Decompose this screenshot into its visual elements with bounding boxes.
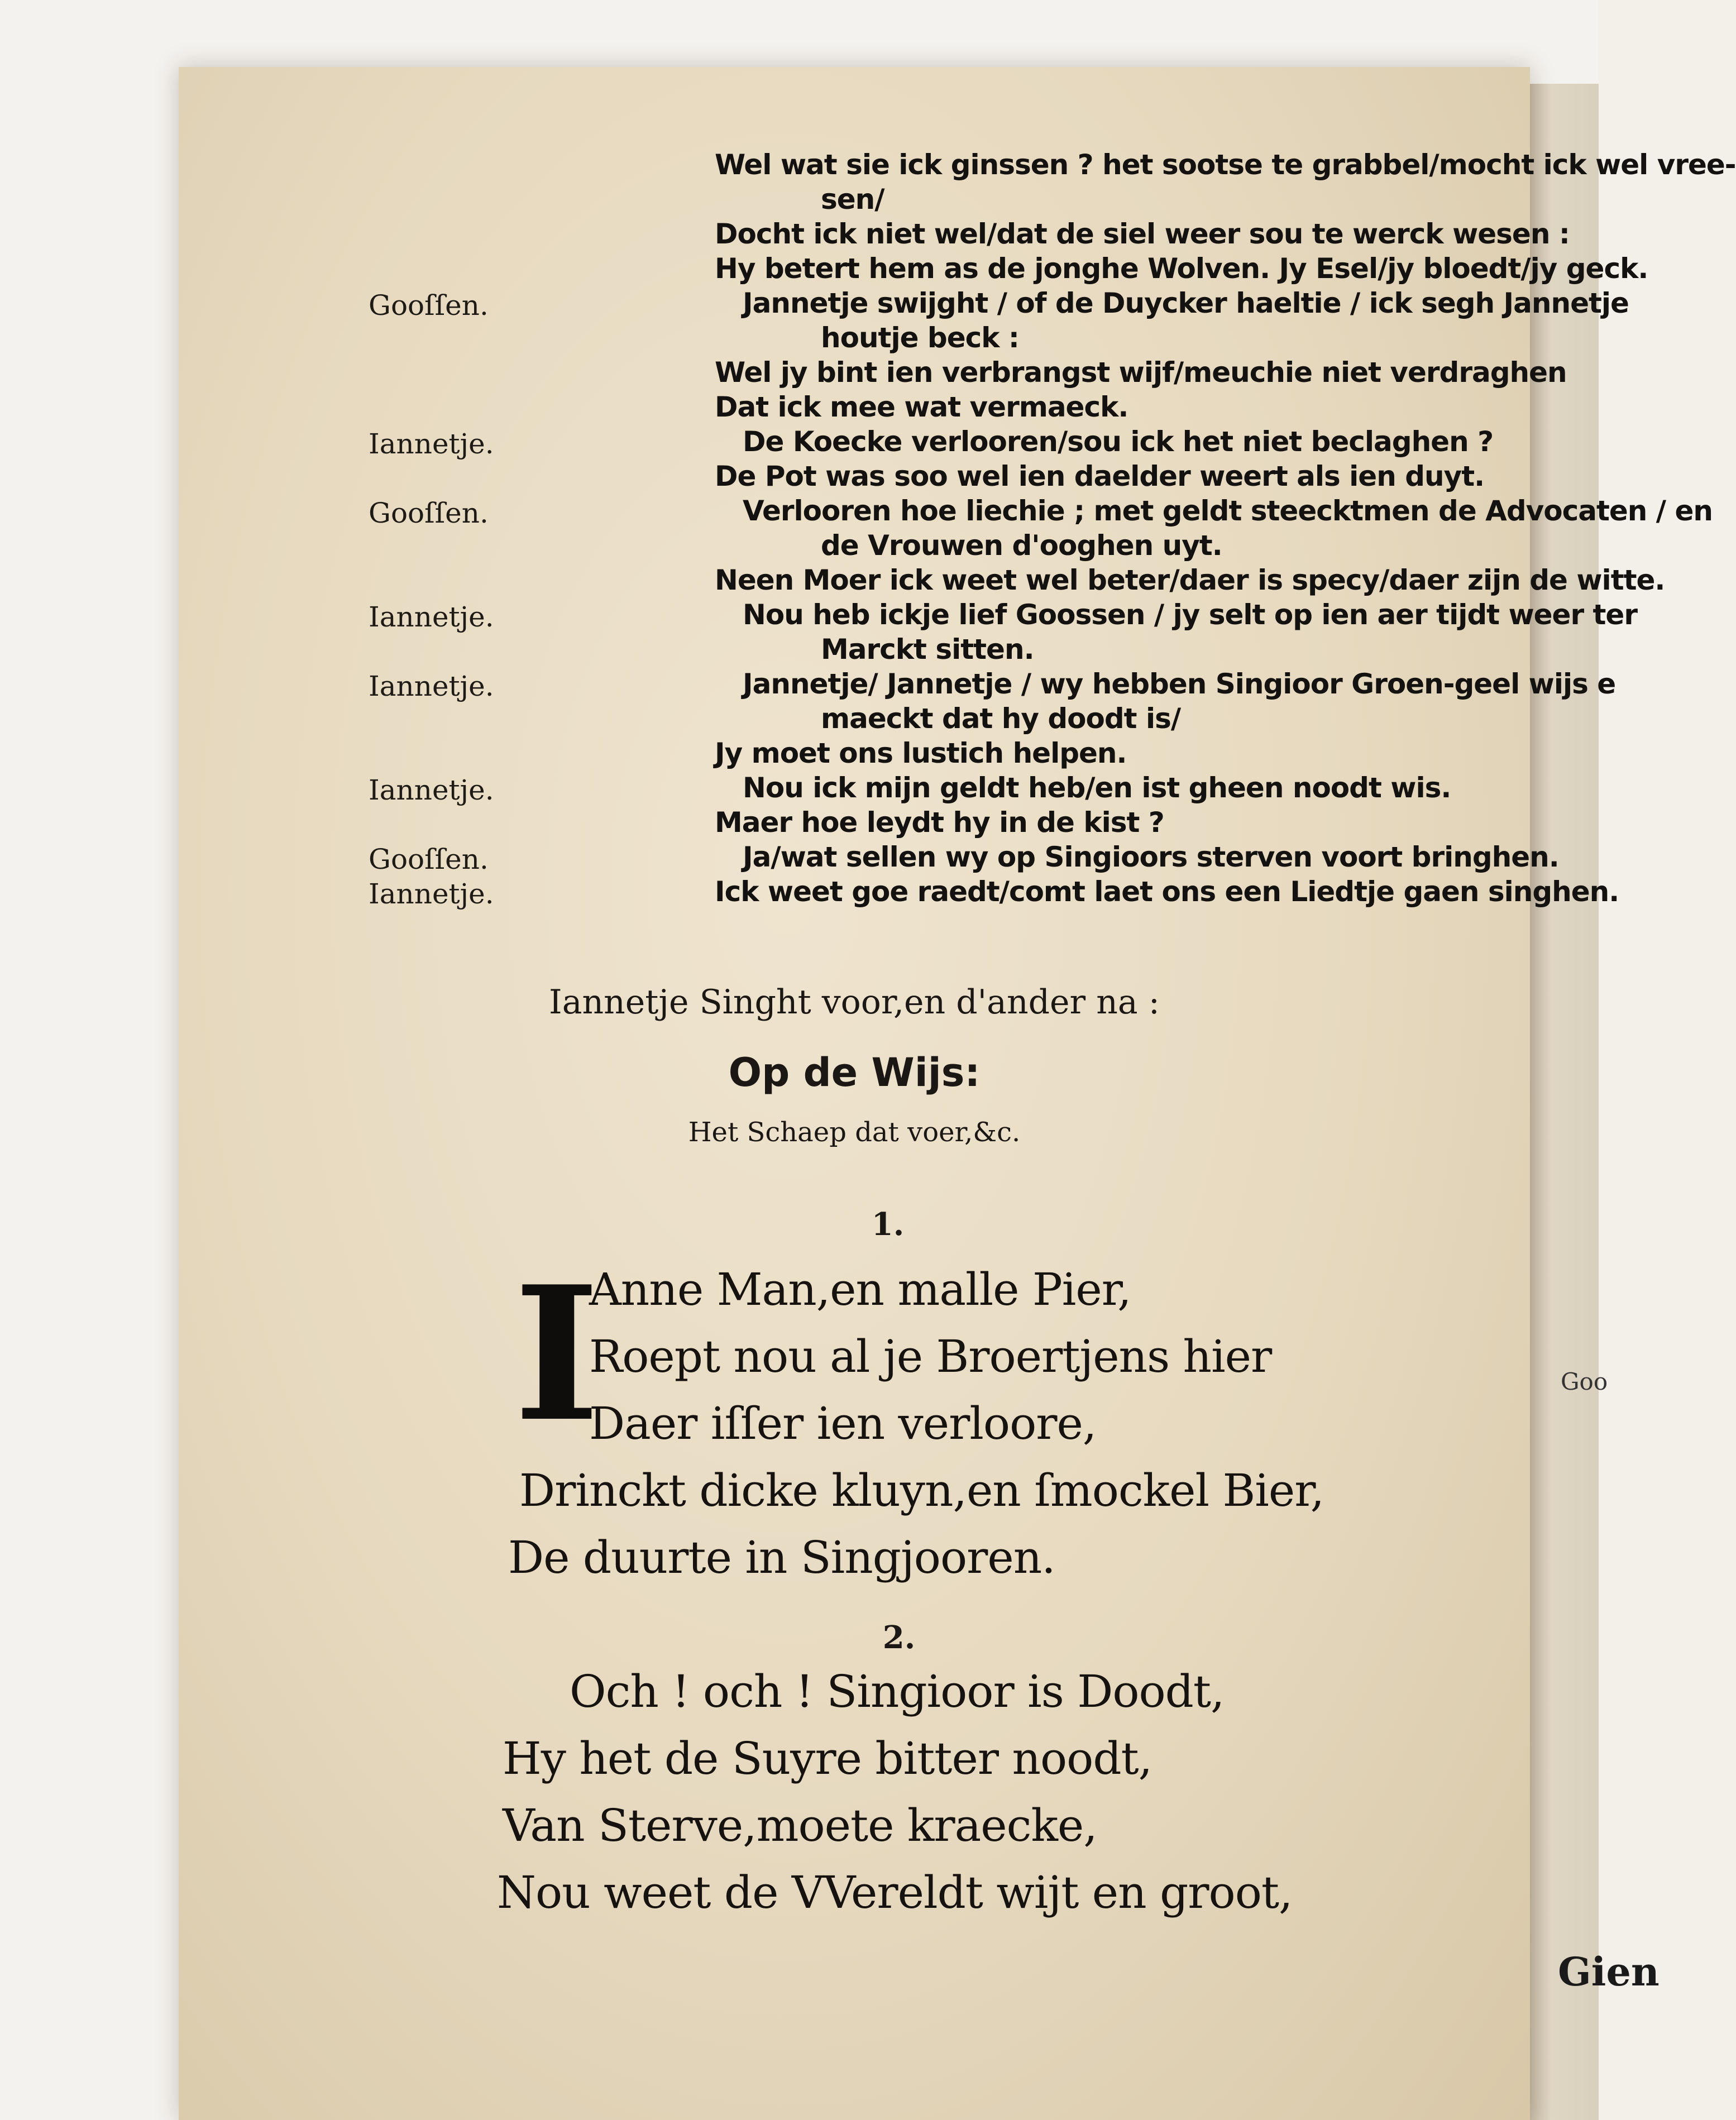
drop-capital: I [514,1246,600,1462]
song-line: Van Sterve,moete kraecke, [503,1800,1097,1851]
dialogue-line: De Koecke verlooren/sou ick het niet beclaghen ? [743,425,1494,458]
song-line: Daer iſſer ien verloore, [589,1398,1097,1449]
dialogue-line: Ick weet goe raedt/comt laet ons een Liedtje gaen singhen. [715,875,1619,908]
song-line: Och ! och ! Singioor is Doodt, [570,1666,1225,1717]
speaker-label: Gooſſen. [369,843,489,875]
dialogue-line: De Pot was soo wel ien daelder weert als ien duyt. [715,460,1485,492]
facing-page-edge [1530,84,1599,2120]
facing-page-fragment: Goo [1561,1368,1608,1395]
stage-direction: Iannetje Singht voor,en d'ander na : [549,983,1160,1022]
dialogue-line: Jannetje swijght / of de Duycker haeltie / ick segh Jannetje [743,287,1629,319]
dialogue-line: Hy betert hem as de jonghe Wolven. Jy Esel/jy bloedt/jy geck. [715,252,1648,285]
dialogue-line: Nou ick mijn geldt heb/en ist gheen noodt wis. [743,772,1451,804]
speaker-label: Iannetje. [369,878,494,910]
dialogue-line: Marckt sitten. [821,633,1034,666]
dialogue-line: Verlooren hoe liechie ; met geldt steecktmen de Advocaten / en [743,495,1713,527]
dialogue-line: houtje beck : [821,322,1019,354]
tune-name: Het Schaep dat voer,&c. [688,1117,1021,1148]
stanza-number-2: 2. [882,1619,916,1656]
dialogue-line: Neen Moer ick weet wel beter/daer is specy/daer zijn de witte. [715,564,1665,596]
dialogue-line: de Vrouwen d'ooghen uyt. [821,529,1222,562]
speaker-label: Gooſſen. [369,497,489,529]
song-line: Nou weet de VVereldt wijt en groot, [497,1867,1293,1918]
song-line: De duurte in Singjooren. [508,1532,1055,1583]
dialogue-line: Docht ick niet wel/dat de siel weer sou te werck wesen : [715,218,1570,250]
speaker-label: Iannetje. [369,428,494,460]
dialogue-line: sen/ [821,183,884,216]
speaker-label: Iannetje. [369,774,494,806]
dialogue-line: Jy moet ons lustich helpen. [715,737,1127,769]
dialogue-line: Maer hoe leydt hy in de kist ? [715,806,1164,839]
tune-heading: Op de Wijs: [728,1050,981,1095]
song-line: Roept nou al je Broertjens hier [589,1331,1272,1382]
dialogue-line: Ja/wat sellen wy op Singioors sterven voort bringhen. [743,841,1559,873]
song-line: Anne Man,en malle Pier, [589,1264,1131,1315]
dialogue-line: Dat ick mee wat vermaeck. [715,391,1128,423]
dialogue-line: Jannetje/ Jannetje / wy hebben Singioor Groen-geel wijs e [743,668,1616,700]
song-line: Drinckt dicke kluyn,en ſmockel Bier, [519,1465,1324,1516]
dialogue-line: Wel jy bint ien verbrangst wijf/meuchie niet verdraghen [715,356,1567,389]
catchword: Gien [1558,1949,1660,1995]
song-line: Hy het de Suyre bitter noodt, [503,1733,1152,1784]
dialogue-line: Wel wat sie ick ginssen ? het sootse te grabbel/mocht ick wel vree- [715,149,1736,181]
dialogue-line: Nou heb ickje lief Goossen / jy selt op ien aer tijdt weer ter [743,599,1637,631]
speaker-label: Gooſſen. [369,289,489,322]
speaker-label: Iannetje. [369,670,494,702]
speaker-label: Iannetje. [369,601,494,633]
dialogue-line: maeckt dat hy doodt is/ [821,702,1181,735]
stanza-number-1: 1. [871,1206,905,1243]
